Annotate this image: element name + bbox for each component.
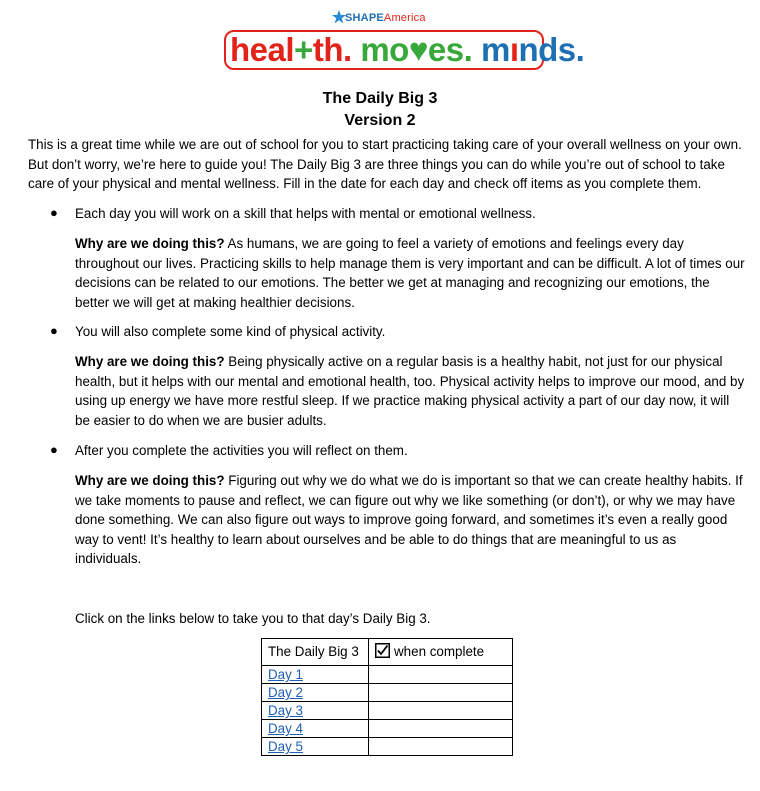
shape-america-logo: SHAPEAmerica xyxy=(345,12,426,24)
completion-cell[interactable] xyxy=(369,666,513,684)
completion-cell[interactable] xyxy=(369,684,513,702)
table-row xyxy=(262,720,513,738)
bullet-item-2: You will also complete some kind of physical activity. xyxy=(75,324,386,339)
day-4-link[interactable]: Day 4 xyxy=(268,721,303,736)
health-moves-minds-logo: heal+th. mo♥es. mınds. xyxy=(230,31,585,68)
day-2-link[interactable]: Day 2 xyxy=(268,685,303,700)
intro-paragraph: This is a great time while we are out of school for you to start practicing taking care of your overall wellness on your own. But don’t worry, we’re here to guide you! The Daily Big 3 are three things you can do while you’re out of school to take care of your physical and mental wellness. Fill in the date for each day and check off items as you complete them. xyxy=(28,137,742,191)
shape-star-icon xyxy=(332,10,346,24)
table-header-daily-big-3: The Daily Big 3 xyxy=(262,639,369,666)
heart-v-icon: ♥ xyxy=(408,31,428,68)
bullet-icon: ● xyxy=(50,442,58,457)
day-3-link[interactable]: Day 3 xyxy=(268,703,303,718)
why-paragraph-3: Why are we doing this? Figuring out why we do what we do is important so that we can create healthy habits. If we take moments to pause and reflect, we can figure out why we like something (or don’t), or why we may have done something. We can also figure out ways to improve going forward, and sometimes it’s even a really good way to vent! It’s healthy to learn about ourselves and be able to do things that are meaningful to us as individuals. xyxy=(75,473,743,566)
daily-big-3-table xyxy=(261,638,513,756)
completion-cell[interactable] xyxy=(369,702,513,720)
bullet-item-3: After you complete the activities you will reflect on them. xyxy=(75,443,408,458)
table-row xyxy=(262,684,513,702)
why-paragraph-1: Why are we doing this? As humans, we are going to feel a variety of emotions and feelings every day throughout our lives. Practicing skills to help manage them is very important and can be difficult. A lot of times our decisions can be related to our emotions. The better we get at managing and recognizing our emotions, the better we will get at making healthier decisions. xyxy=(75,236,745,310)
table-header-complete: when complete xyxy=(369,639,513,666)
why-paragraph-2: Why are we doing this? Being physically active on a regular basis is a healthy habit, not just for our physical health, but it helps with our mental and emotional health, too. Physical activity helps to improve our mood, and by using up energy we have more restful sleep. If we practice making physical activity a part of our day now, it will be easier to do when we are busier adults. xyxy=(75,354,745,428)
completion-cell[interactable] xyxy=(369,738,513,756)
bullet-icon: ● xyxy=(50,205,58,220)
completion-cell[interactable] xyxy=(369,720,513,738)
day-1-link[interactable]: Day 1 xyxy=(268,667,303,682)
table-row xyxy=(262,738,513,756)
links-prompt: Click on the links below to take you to that day’s Daily Big 3. xyxy=(75,611,431,626)
table-header-row xyxy=(262,639,513,666)
table-row xyxy=(262,702,513,720)
page-title: The Daily Big 3 xyxy=(322,90,438,107)
checkbox-checked-icon xyxy=(375,643,390,658)
bullet-item-1: Each day you will work on a skill that helps with mental or emotional wellness. xyxy=(75,206,536,221)
page-subtitle: Version 2 xyxy=(344,112,416,129)
table-row xyxy=(262,666,513,684)
plus-sign-icon: + xyxy=(294,31,313,68)
bullet-icon: ● xyxy=(50,323,58,338)
figure-i-icon: ı xyxy=(509,31,519,68)
day-5-link[interactable]: Day 5 xyxy=(268,739,303,754)
